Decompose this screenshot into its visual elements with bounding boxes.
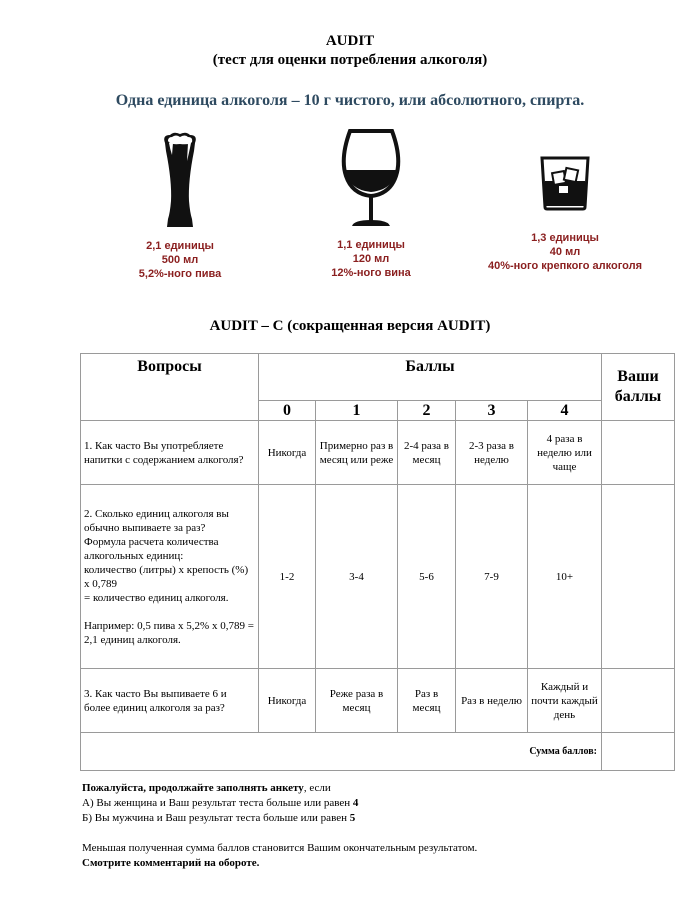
answer-3-1: Реже раза в месяц	[316, 669, 398, 733]
answer-3-2: Раз в месяц	[398, 669, 456, 733]
audit-c-table	[80, 353, 675, 771]
spirit-volume: 40 мл	[549, 246, 581, 258]
your-points-1[interactable]	[602, 421, 675, 485]
beer-glass-icon	[160, 131, 200, 231]
answer-2-1: 3-4	[316, 485, 398, 669]
table-title: AUDIT – C (сокращенная версия AUDIT)	[209, 318, 491, 334]
table-row	[81, 421, 675, 485]
footer-continue-bold: Пожалуйста, продолжайте заполнять анкету	[82, 782, 304, 794]
footer-men-text: Б) Вы мужчина и Ваш результат теста больше или равен	[82, 812, 350, 824]
question-2-example: Например: 0,5 пива х 5,2% х 0,789 = 2,1 единиц алкоголя.	[84, 619, 254, 646]
wine-type: 12%-ного вина	[331, 267, 411, 279]
spirit-units: 1,3 единицы	[531, 232, 599, 244]
sum-value[interactable]	[602, 733, 675, 771]
footer-continue-rest: , если	[303, 782, 331, 794]
page-subtitle: (тест для оценки потребления алкоголя)	[212, 52, 488, 68]
drink-wine	[291, 128, 451, 280]
wine-volume: 120 мл	[352, 253, 390, 265]
your-points-3[interactable]	[602, 669, 675, 733]
footer-line-5: Смотрите комментарий на обороте.	[82, 857, 260, 869]
score-4: 4	[528, 401, 602, 421]
answer-2-2: 5-6	[398, 485, 456, 669]
sum-label: Сумма баллов:	[81, 733, 602, 771]
footer-men-threshold: 5	[349, 812, 356, 824]
table-row	[81, 485, 675, 669]
table-row	[81, 669, 675, 733]
answer-1-3: 2-3 раза в неделю	[456, 421, 528, 485]
unit-definition: Одна единица алкоголя – 10 г чистого, или абсолютного, спирта.	[115, 92, 585, 109]
header-points: Баллы	[259, 354, 602, 401]
answer-1-2: 2-4 раза в месяц	[398, 421, 456, 485]
whisky-glass-icon	[539, 155, 591, 211]
answer-3-3: Раз в неделю	[456, 669, 528, 733]
question-2-formula-result: = количество единиц алкоголя.	[84, 591, 229, 604]
answer-2-3: 7-9	[456, 485, 528, 669]
beer-type: 5,2%-ного пива	[138, 268, 222, 280]
footer-line-4: Меньшая полученная сумма баллов становится Вашим окончательным результатом.	[82, 842, 478, 854]
footer-line-3	[82, 811, 672, 826]
header-your-points-line1: Ваши	[617, 368, 659, 385]
beer-units: 2,1 единицы	[146, 240, 214, 252]
header-your-points	[602, 354, 675, 421]
answer-1-1: Примерно раз в месяц или реже	[316, 421, 398, 485]
answer-2-0: 1-2	[259, 485, 316, 669]
footer-line-1	[82, 781, 672, 796]
answer-2-4: 10+	[528, 485, 602, 669]
beer-volume: 500 мл	[161, 254, 199, 266]
your-points-2[interactable]	[602, 485, 675, 669]
answer-3-4: Каждый и почти каждый день	[528, 669, 602, 733]
drink-beer	[100, 131, 260, 281]
question-3: 3. Как часто Вы выпиваете 6 и более единиц алкоголя за раз?	[81, 669, 259, 733]
score-0: 0	[259, 401, 316, 421]
wine-glass-icon	[336, 128, 406, 230]
header-your-points-line2: баллы	[614, 388, 662, 405]
wine-units: 1,1 единицы	[337, 239, 405, 251]
answer-1-4: 4 раза в неделю или чаще	[528, 421, 602, 485]
header-questions: Вопросы	[81, 354, 259, 421]
spirit-type: 40%-ного крепкого алкоголя	[487, 260, 642, 272]
question-2	[81, 485, 259, 669]
question-2-formula: Формула расчета количества алкогольных единиц:	[84, 535, 219, 562]
question-1: 1. Как часто Вы употребляете напитки с содержанием алкоголя?	[81, 421, 259, 485]
score-1: 1	[316, 401, 398, 421]
score-2: 2	[398, 401, 456, 421]
question-2-text: 2. Сколько единиц алкоголя вы обычно выпиваете за раз?	[84, 507, 229, 534]
footer-line-2	[82, 796, 672, 811]
footer-instructions	[82, 781, 672, 871]
score-3: 3	[456, 401, 528, 421]
answer-1-0: Никогда	[259, 421, 316, 485]
drink-spirit	[470, 155, 660, 273]
answer-3-0: Никогда	[259, 669, 316, 733]
question-2-formula-expr: количество (литры) х крепость (%) х 0,789	[84, 563, 249, 590]
footer-women-text: А) Вы женщина и Ваш результат теста больше или равен	[82, 797, 353, 809]
page-title: AUDIT	[325, 33, 375, 49]
footer-women-threshold: 4	[352, 797, 359, 809]
